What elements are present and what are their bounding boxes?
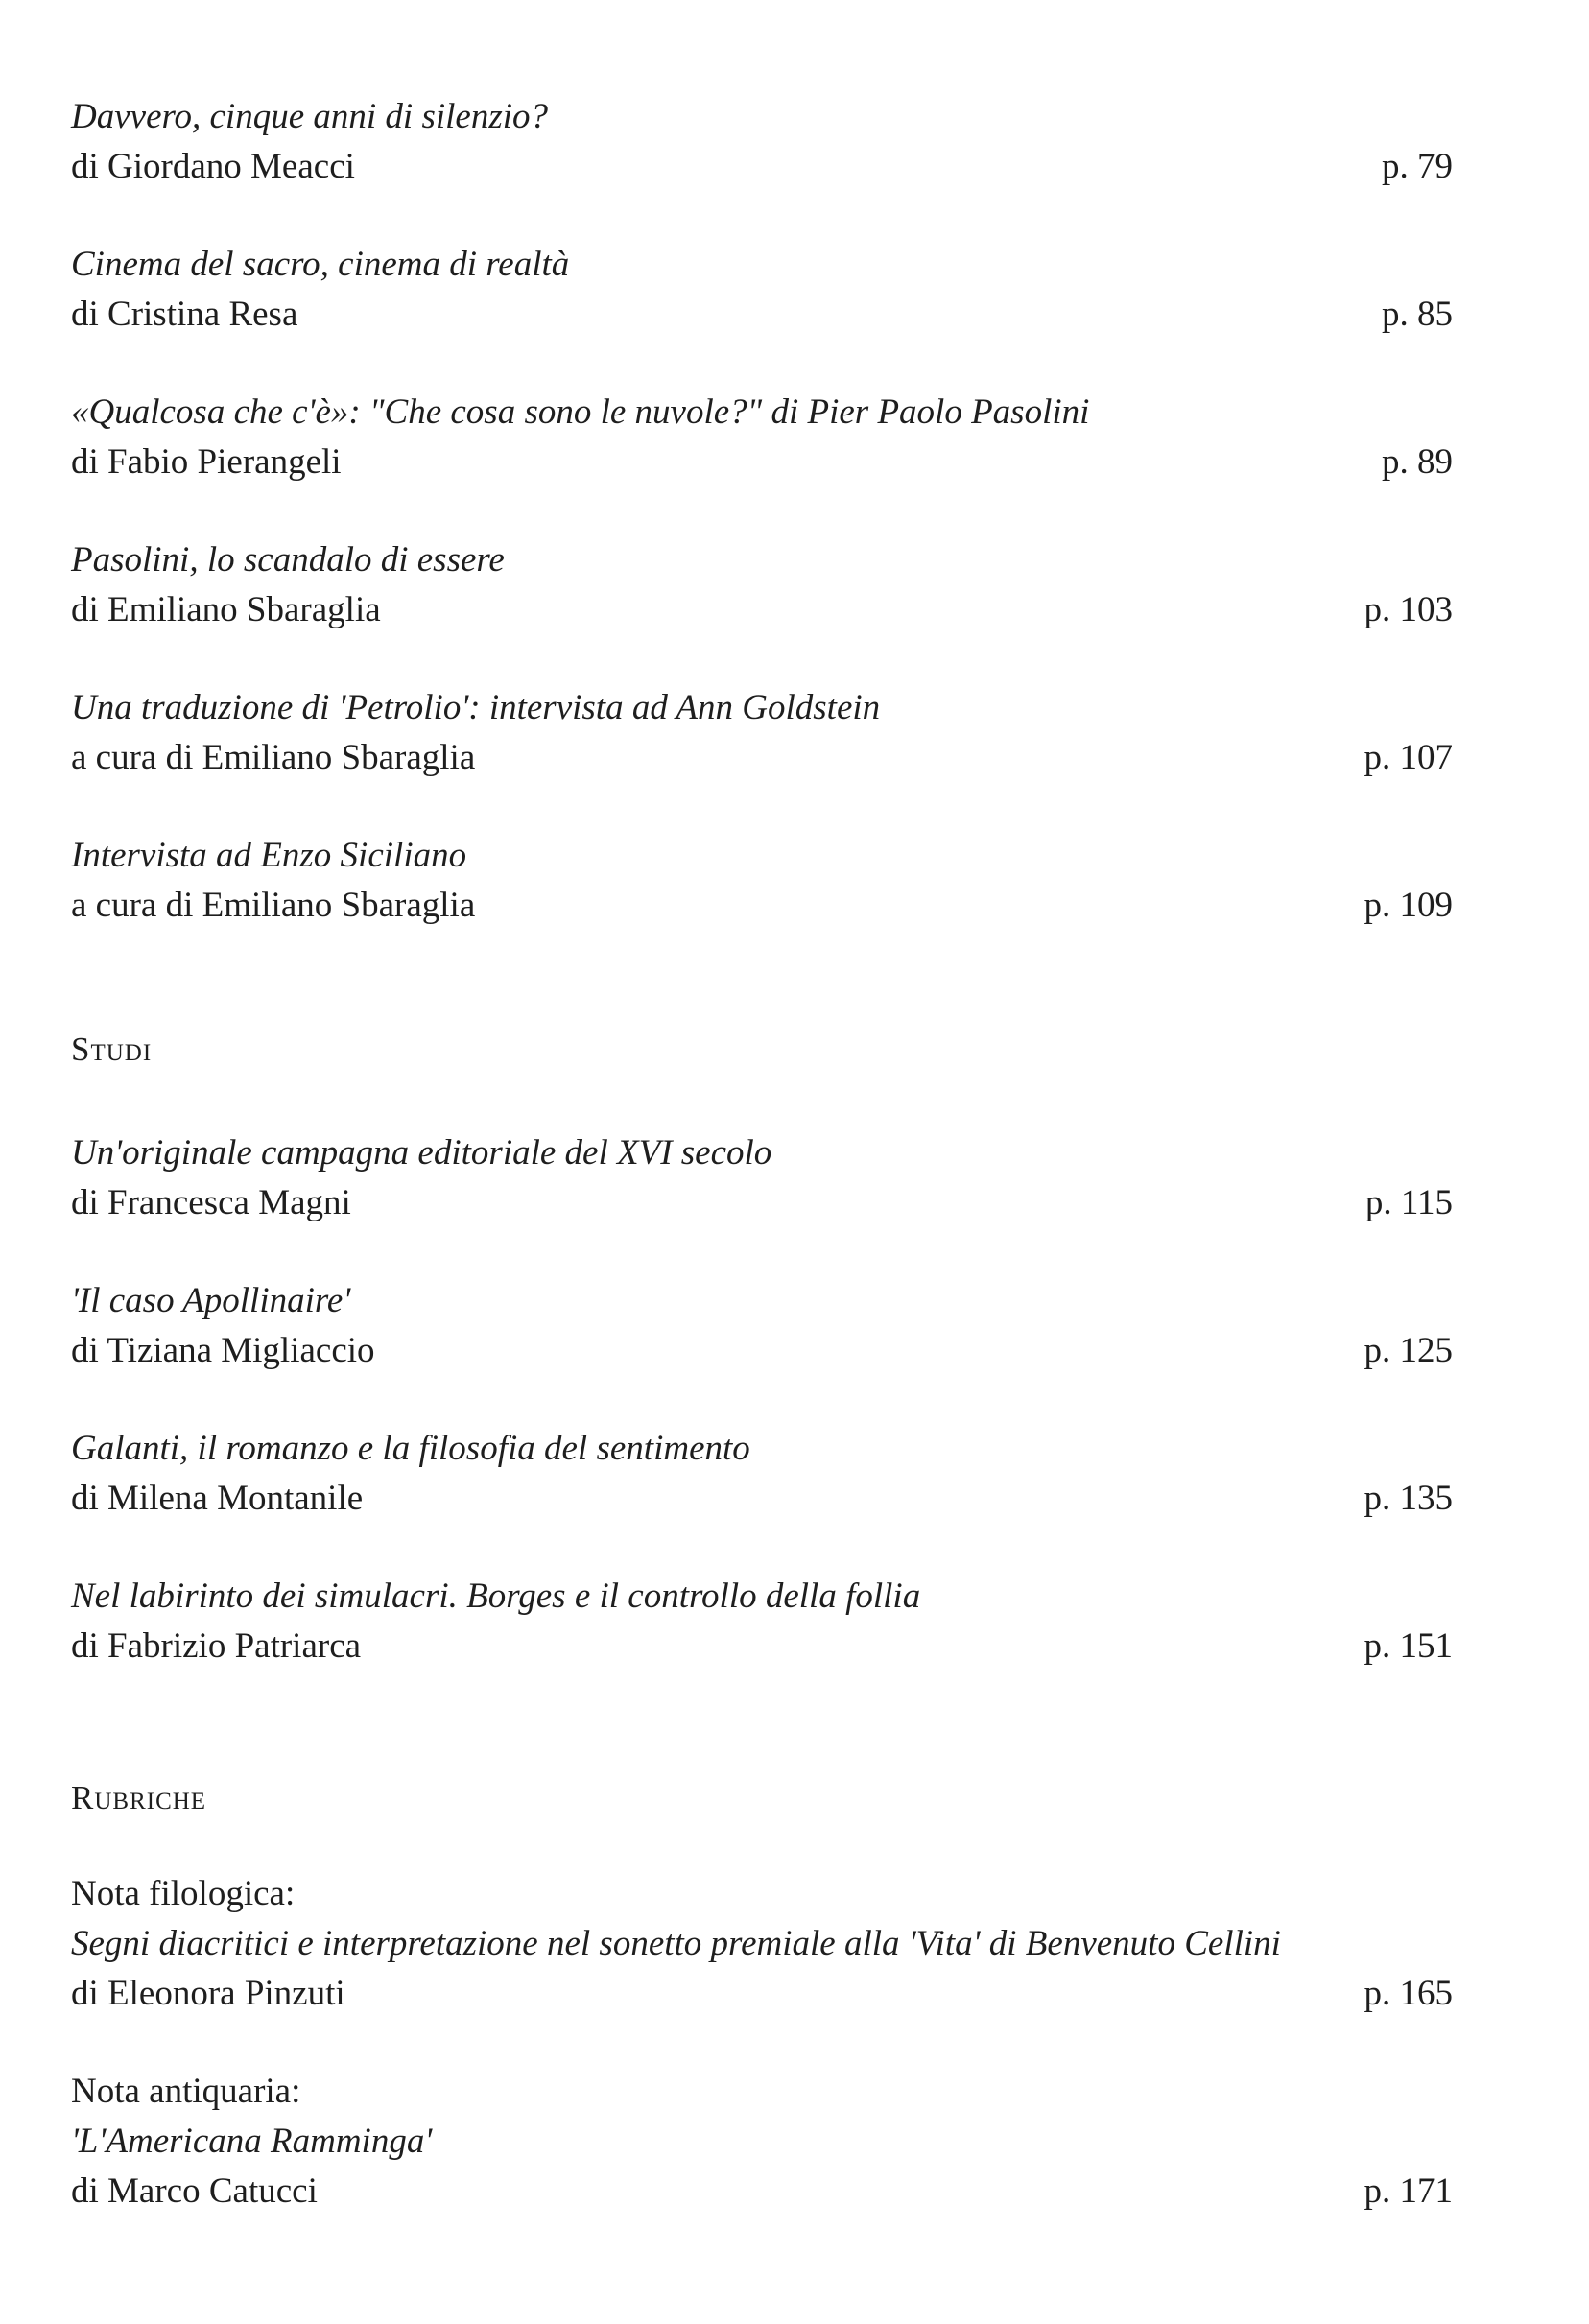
entry-author: a cura di Emiliano Sbaraglia	[71, 886, 476, 925]
entry-author: di Marco Catucci	[71, 2171, 318, 2211]
entry-author: di Tiziana Migliaccio	[71, 1331, 375, 1370]
entry-label: Nota filologica:	[71, 1874, 296, 1913]
entry-title: «Qualcosa che c'è»: "Che cosa sono le nuvole?" di Pier Paolo Pasolini	[71, 392, 1090, 432]
entry-page: p. 171	[1364, 2171, 1453, 2211]
entry-author: di Fabio Pierangeli	[71, 442, 342, 482]
toc-entry	[71, 1869, 1453, 2019]
entry-title: Un'originale campagna editoriale del XVI secolo	[71, 1133, 772, 1173]
entry-page: p. 89	[1382, 442, 1453, 482]
entry-author: di Cristina Resa	[71, 295, 298, 334]
toc-entry	[71, 831, 1453, 931]
entry-title: Davvero, cinque anni di silenzio?	[71, 97, 549, 136]
toc-entry	[71, 388, 1453, 487]
section-heading-studi: Studi	[71, 1031, 153, 1068]
entry-title: Una traduzione di 'Petrolio': intervista ad Ann Goldstein	[71, 688, 881, 727]
toc-entry	[71, 2067, 1453, 2217]
entry-page: p. 109	[1364, 886, 1453, 925]
entry-title: Galanti, il romanzo e la filosofia del sentimento	[71, 1429, 750, 1468]
entry-author: di Giordano Meacci	[71, 147, 355, 186]
entry-page: p. 103	[1364, 590, 1453, 629]
entry-title: Segni diacritici e interpretazione nel sonetto premiale alla 'Vita' di Benvenuto Cellini	[71, 1924, 1281, 1963]
entry-author: di Fabrizio Patriarca	[71, 1626, 362, 1666]
entry-author: di Emiliano Sbaraglia	[71, 590, 381, 629]
toc-entry	[71, 240, 1453, 340]
entry-page: p. 115	[1364, 1183, 1453, 1222]
toc-entry	[71, 1572, 1453, 1672]
entry-author: di Eleonora Pinzuti	[71, 1974, 345, 2013]
section-heading-rubriche: Rubriche	[71, 1779, 207, 1816]
entry-page: p. 135	[1364, 1479, 1453, 1518]
toc-entry	[71, 683, 1453, 783]
entry-author: a cura di Emiliano Sbaraglia	[71, 738, 476, 777]
entry-page: p. 79	[1382, 147, 1453, 186]
entry-label: Nota antiquaria:	[71, 2072, 301, 2111]
entry-title: Intervista ad Enzo Siciliano	[71, 836, 467, 875]
toc-entry	[71, 1424, 1453, 1524]
toc-entry	[71, 1128, 1453, 1228]
toc-entry	[71, 92, 1453, 192]
entry-author: di Milena Montanile	[71, 1479, 364, 1518]
entry-page: p. 85	[1382, 295, 1453, 334]
entry-author: di Francesca Magni	[71, 1183, 351, 1222]
toc-entry	[71, 1276, 1453, 1376]
toc-entry	[71, 535, 1453, 635]
entry-page: p. 165	[1364, 1974, 1453, 2013]
entry-page: p. 151	[1364, 1626, 1453, 1666]
entry-page: p. 107	[1364, 738, 1453, 777]
entry-title: Pasolini, lo scandalo di essere	[71, 540, 505, 580]
entry-title: Cinema del sacro, cinema di realtà	[71, 245, 570, 284]
entry-page: p. 125	[1364, 1331, 1453, 1370]
entry-title: Nel labirinto dei simulacri. Borges e il controllo della follia	[71, 1577, 921, 1616]
entry-title: 'L'Americana Ramminga'	[71, 2122, 433, 2161]
entry-title: 'Il caso Apollinaire'	[71, 1281, 351, 1320]
